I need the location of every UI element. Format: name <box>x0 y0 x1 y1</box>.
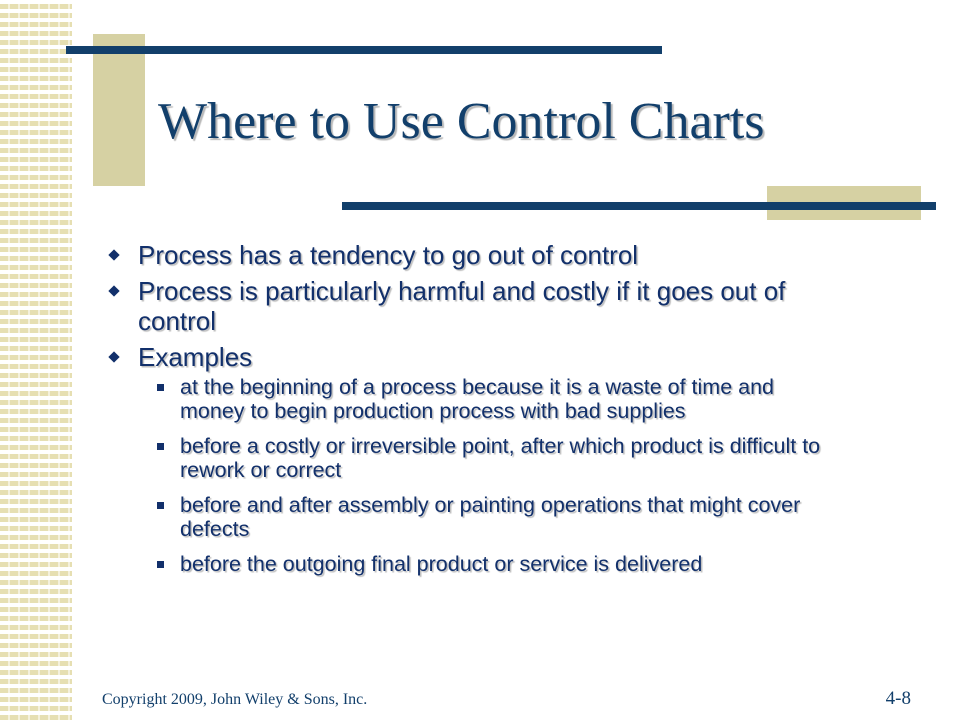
square-bullet-icon <box>157 502 164 509</box>
sub-bullet-text: before a costly or irreversible point, after which product is difficult to rework or correct <box>180 434 821 482</box>
sub-bullet-item <box>149 434 832 482</box>
sub-bullet-item <box>149 552 832 576</box>
navy-rule-bottom <box>342 202 936 210</box>
slide-body <box>102 240 832 587</box>
striped-border-decoration <box>0 0 72 720</box>
sub-bullet-item <box>149 493 832 541</box>
sub-bullet-item <box>149 375 832 423</box>
bullet-item <box>102 342 832 576</box>
copyright-footer: Copyright 2009, John Wiley & Sons, Inc. <box>102 691 368 708</box>
bullet-text: Process has a tendency to go out of control <box>138 240 639 270</box>
page-number: 4-8 <box>885 688 911 709</box>
sub-bullet-text: before the outgoing final product or service is delivered <box>180 552 703 576</box>
sub-bullet-text: at the beginning of a process because it is a waste of time and money to begin production process with bad supplies <box>180 375 775 423</box>
diamond-bullet-icon <box>108 351 119 362</box>
square-bullet-icon <box>157 561 164 568</box>
bullet-text: Examples <box>138 342 253 372</box>
sub-bullet-text: before and after assembly or painting operations that might cover defects <box>180 493 801 541</box>
tan-accent-block-left <box>93 34 145 186</box>
bullet-item <box>102 276 832 336</box>
bullet-item <box>102 240 832 270</box>
slide-title: Where to Use Control Charts <box>158 93 765 150</box>
sub-bullet-list <box>149 375 832 576</box>
bullet-list <box>102 240 832 576</box>
bullet-text: Process is particularly harmful and costly if it goes out of control <box>138 276 786 336</box>
navy-rule-top <box>66 46 662 54</box>
diamond-bullet-icon <box>108 285 119 296</box>
square-bullet-icon <box>157 443 164 450</box>
diamond-bullet-icon <box>108 249 119 260</box>
square-bullet-icon <box>157 384 164 391</box>
